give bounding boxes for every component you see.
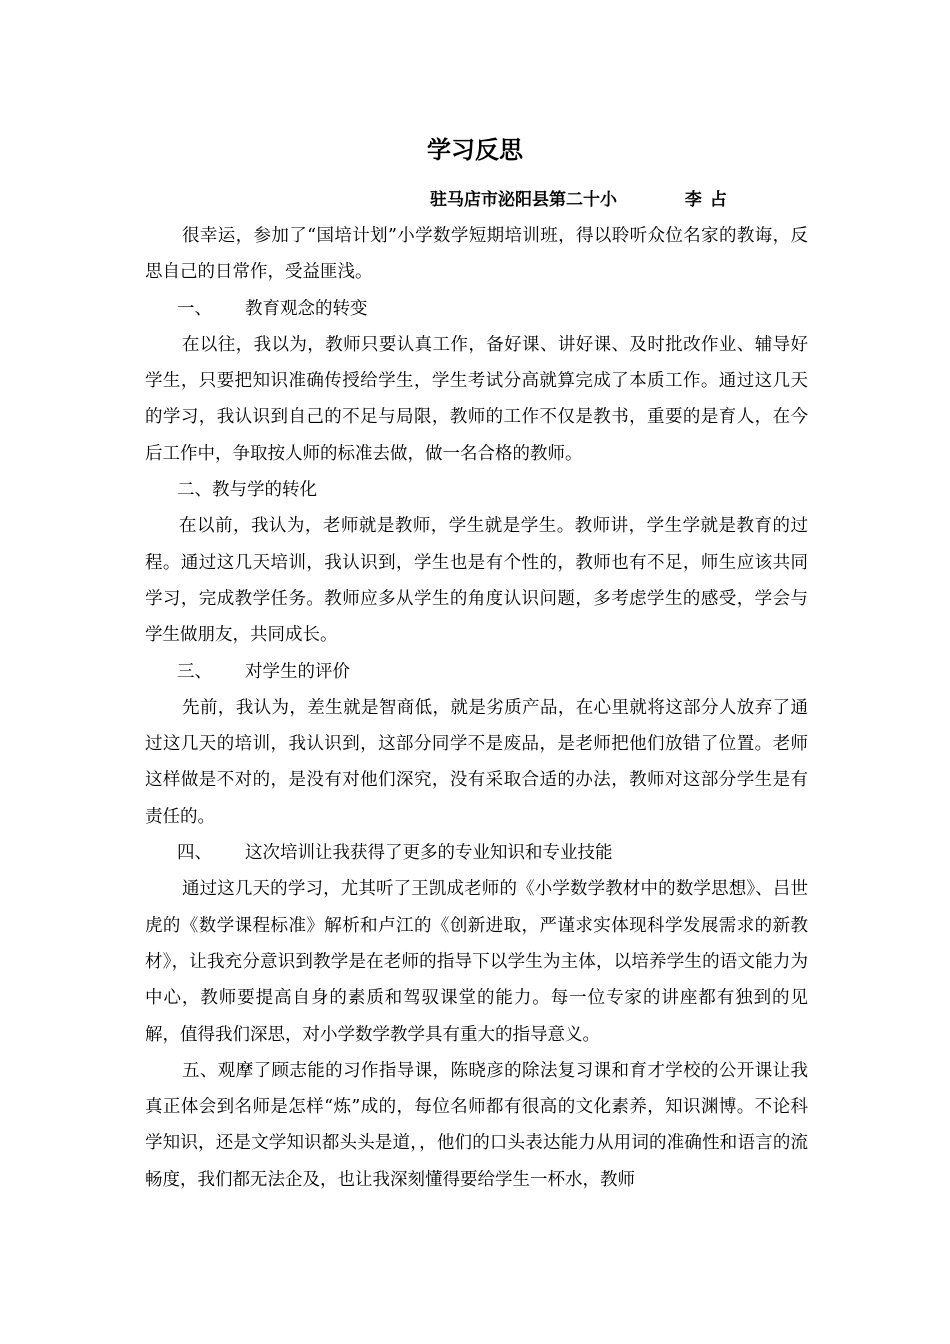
section-heading-4	[145, 835, 808, 871]
section-number-1: 一、	[177, 298, 212, 319]
section-paragraph-4: 通过这几天的学习，尤其听了王凯成老师的《小学数学教材中的数学思想》、吕世虎的《数学课程标准》解析和卢江的《创新进取，严谨求实体现科学发展需求的新教材》，让我充分意识到教学是在老师的指导下以学生为主体，以培养学生的语文能力为中心，教师要提高自身的素质和驾驭课堂的能力。每一位专家的讲座都有独到的见解，值得我们深思，对小学数学教学具有重大的指导意义。	[145, 879, 808, 1045]
section-heading-text-4: 这次培训让我获得了更多的专业知识和专业技能	[245, 843, 613, 864]
section-heading-text-1: 教育观念的转变	[245, 298, 368, 319]
section-paragraph-2: 在以前，我认为，老师就是教师，学生就是学生。教师讲，学生学就是教育的过程。通过这几天培训，我认识到，学生也是有个性的，教师也有不足，师生应该共同学习，完成教学任务。教师应多从学生的角度认识问题，多考虑学生的感受，学会与学生做朋友，共同成长。	[145, 516, 808, 646]
section-heading-1	[145, 291, 808, 327]
page-title: 学习反思	[427, 136, 523, 164]
section-number-4: 四、	[177, 843, 212, 864]
intro-paragraph: 很幸运，参加了“国培计划”小学数学短期培训班，得以聆听众位名家的教诲，反思自己的日常作，受益匪浅。	[145, 226, 808, 283]
section-paragraph-1: 在以往，我以为，教师只要认真工作，备好课、讲好课、及时批改作业、辅导好学生，只要把知识准确传授给学生，学生考试分高就算完成了本质工作。通过这几天的学习，我认识到自己的不足与局限，教师的工作不仅是教书，重要的是育人，在今后工作中，争取按人师的标准去做，做一名合格的教师。	[145, 334, 808, 464]
section-paragraph-5: 五、观摩了顾志能的习作指导课，陈晓彦的除法复习课和育才学校的公开课让我真正体会到名师是怎样“炼”成的，每位名师都有很高的文化素养，知识渊博。不论科学知识，还是文学知识都头头是道，，他们的口头表达能力从用词的准确性和语言的流畅度，我们都无法企及，也让我深刻懂得要给学生一杯水，教师	[145, 1060, 808, 1190]
section-paragraph-3: 先前，我认为，差生就是智商低，就是劣质产品，在心里就将这部分人放弃了通过这几天的培训，我认识到，这部分同学不是废品，是老师把他们放错了位置。老师这样做是不对的，是没有对他们深究，没有采取合适的办法，教师对这部分学生是有责任的。	[145, 697, 808, 827]
section-heading-text-3: 对学生的评价	[245, 661, 350, 682]
section-heading-2: 二、教与学的转化	[177, 480, 317, 501]
document-body	[145, 218, 808, 1198]
byline	[430, 186, 735, 214]
section-number-3: 三、	[177, 661, 212, 682]
author-name: 李占	[684, 190, 735, 210]
section-heading-3	[145, 654, 808, 690]
school-name: 驻马店市泌阳县第二十小	[430, 190, 617, 210]
